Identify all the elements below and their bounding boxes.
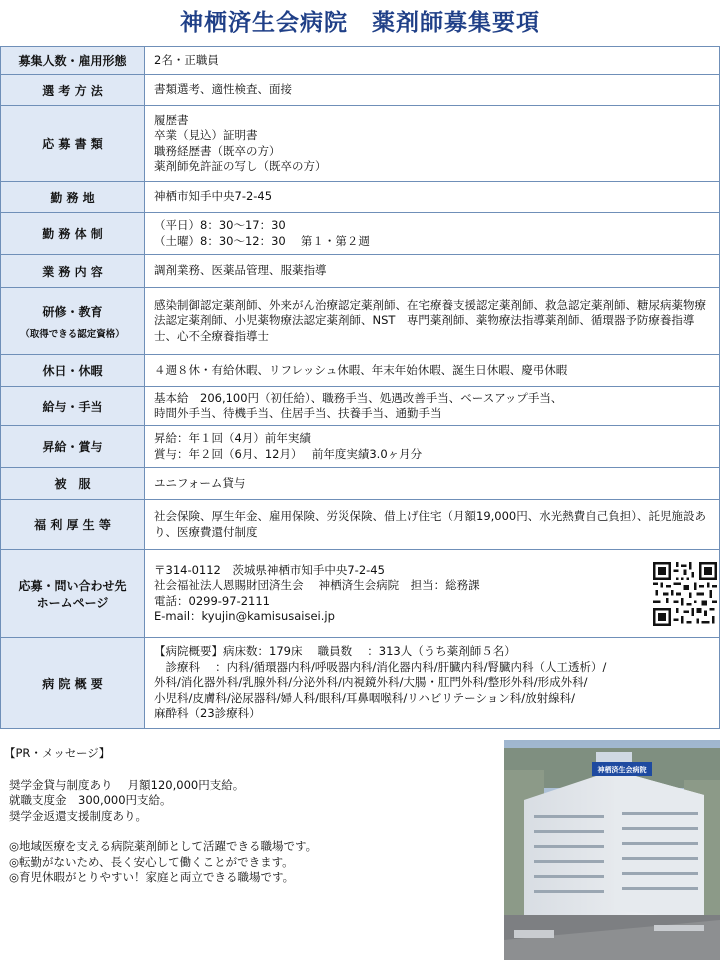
value-welfare <box>145 500 720 550</box>
overview-line: 診療科 ：内科/循環器内科/呼吸器内科/消化器内科/肝臓内科/腎臓内科（人工透析）/ <box>154 659 607 674</box>
overview-line: 麻酔科（23診療科） <box>154 706 261 721</box>
value-raise <box>145 426 720 468</box>
pr-message-section <box>0 738 504 960</box>
pr-heading: 【PR・メッセージ】 <box>4 746 111 760</box>
row-contact <box>1 550 720 638</box>
contact-email[interactable]: E-mail：kyujin@kamisusaisei.jp <box>154 609 335 623</box>
label-selection: 選 考 方 法 <box>1 75 145 106</box>
row-uniform <box>1 468 720 500</box>
value-uniform: ユニフォーム貸与 <box>145 468 720 500</box>
value-overview <box>145 638 720 729</box>
document-item: 履歴書 <box>154 112 189 127</box>
pr-line: 奨学金返還支援制度あり。 <box>9 808 147 823</box>
label-salary: 給与・手当 <box>1 387 145 426</box>
qr-code-icon[interactable] <box>653 562 717 626</box>
hospital-building-image <box>504 740 720 960</box>
pr-line: 就職支度金 300,000円支給。 <box>9 793 172 807</box>
label-raise: 昇給・賞与 <box>1 426 145 468</box>
label-welfare: 福 利 厚 生 等 <box>1 500 145 550</box>
homepage-label: ホームページ <box>36 595 109 610</box>
contact-address: 〒314-0112 茨城県神栖市知手中央7-2-45 <box>154 562 385 577</box>
value-duties: 調剤業務、医薬品管理、服薬指導 <box>145 255 720 288</box>
label-documents: 応 募 書 類 <box>1 106 145 182</box>
row-welfare <box>1 500 720 550</box>
training-qualifications: 感染制御認定薬剤師、外来がん治療認定薬剤師、在宅療養支援認定薬剤師、救急認定薬剤師、糖尿病薬物療法認定薬剤師、小児薬物療法認定薬剤師、NST 専門薬剤師、薬物療法指導薬剤師、循環器予防療養指導士、心不全療養指導士 <box>154 297 706 343</box>
row-schedule <box>1 213 720 255</box>
row-training <box>1 288 720 355</box>
label-overview: 病 院 概 要 <box>1 638 145 729</box>
label-contact <box>1 550 145 638</box>
value-training <box>145 288 720 355</box>
building-sign: 神栖済生会病院 <box>597 766 647 774</box>
overview-line: 小児科/皮膚科/泌尿器科/婦人科/眼科/耳鼻咽喉科/リハビリテーション科/放射線科/ <box>154 690 575 705</box>
schedule-weekday: （平日）8：30〜17：30 <box>154 218 286 232</box>
value-salary <box>145 387 720 426</box>
raise-line: 昇給：年１回（4月）前年実績 <box>154 431 311 445</box>
salary-line: 基本給 206,100円（初任給）、職務手当、処遇改善手当、ベースアップ手当、 <box>154 390 563 405</box>
row-duties <box>1 255 720 288</box>
label-location: 勤 務 地 <box>1 182 145 213</box>
value-schedule <box>145 213 720 255</box>
page-title: 神栖済生会病院 薬剤師募集要項 <box>180 10 540 36</box>
overview-line: 【病院概要】病床数：179床 職員数 ：313人（うち薬剤師５名） <box>154 644 516 659</box>
row-overview <box>1 638 720 729</box>
document-item: 職務経歴書（既卒の方） <box>154 143 281 158</box>
value-recruit: 2名・正職員 <box>145 47 720 75</box>
value-holidays: ４週８休・有給休暇、リフレッシュ休暇、年末年始休暇、誕生日休暇、慶弔休暇 <box>145 355 720 387</box>
label-uniform: 被 服 <box>1 468 145 500</box>
pr-line: ◎育児休暇がとりやすい！家庭と両立できる職場です。 <box>9 870 295 884</box>
document-item: 薬剤師免許証の写し（既卒の方） <box>154 159 327 173</box>
label-holidays: 休日・休暇 <box>1 355 145 387</box>
training-sublabel: （取得できる認定資格） <box>20 328 125 340</box>
document-item: 卒業（見込）証明書 <box>154 128 258 142</box>
contact-phone: 電話：0299-97-2111 <box>154 593 270 608</box>
row-location <box>1 182 720 213</box>
overview-line: 外科/消化器外科/乳腺外科/分泌外科/内視鏡外科/大腸・肛門外科/整形外科/形成外科/ <box>154 675 588 690</box>
label-schedule: 勤 務 体 制 <box>1 213 145 255</box>
value-documents <box>145 106 720 182</box>
value-selection: 書類選考、適性検査、面接 <box>145 75 720 106</box>
row-selection <box>1 75 720 106</box>
schedule-saturday: （土曜）8：30〜12：30 第１・第２週 <box>154 233 370 248</box>
label-recruit: 募集人数・雇用形態 <box>1 47 145 75</box>
welfare-text: 社会保険、厚生年金、雇用保険、労災保険、借上げ住宅（月額19,000円、水光熱費自己負担）、託児施設あり、医療費還付制度 <box>154 509 706 539</box>
value-location: 神栖市知手中央7-2-45 <box>145 182 720 213</box>
hospital-photo <box>504 740 720 960</box>
row-holidays <box>1 355 720 387</box>
salary-line: 時間外手当、待機手当、住居手当、扶養手当、通勤手当 <box>154 406 442 420</box>
pr-line: ◎地域医療を支える病院薬剤師として活躍できる職場です。 <box>9 839 318 853</box>
label-duties: 業 務 内 容 <box>1 255 145 288</box>
contact-label: 応募・問い合わせ先 <box>18 578 127 593</box>
label-training <box>1 288 145 355</box>
row-recruit <box>1 47 720 75</box>
row-raise <box>1 426 720 468</box>
value-contact <box>145 550 720 638</box>
row-documents <box>1 106 720 182</box>
pr-line: ◎転勤がないため、長く安心して働くことができます。 <box>9 854 294 869</box>
requirements-table <box>0 46 720 729</box>
pr-line: 奨学金貸与制度あり 月額120,000円支給。 <box>9 777 245 792</box>
contact-organization: 社会福祉法人恩賜財団済生会 神栖済生会病院 担当：総務課 <box>154 578 480 592</box>
raise-line: 賞与：年２回（6月、12月） 前年度実績3.0ヶ月分 <box>154 446 423 461</box>
training-label: 研修・教育 <box>42 304 103 319</box>
row-salary <box>1 387 720 426</box>
